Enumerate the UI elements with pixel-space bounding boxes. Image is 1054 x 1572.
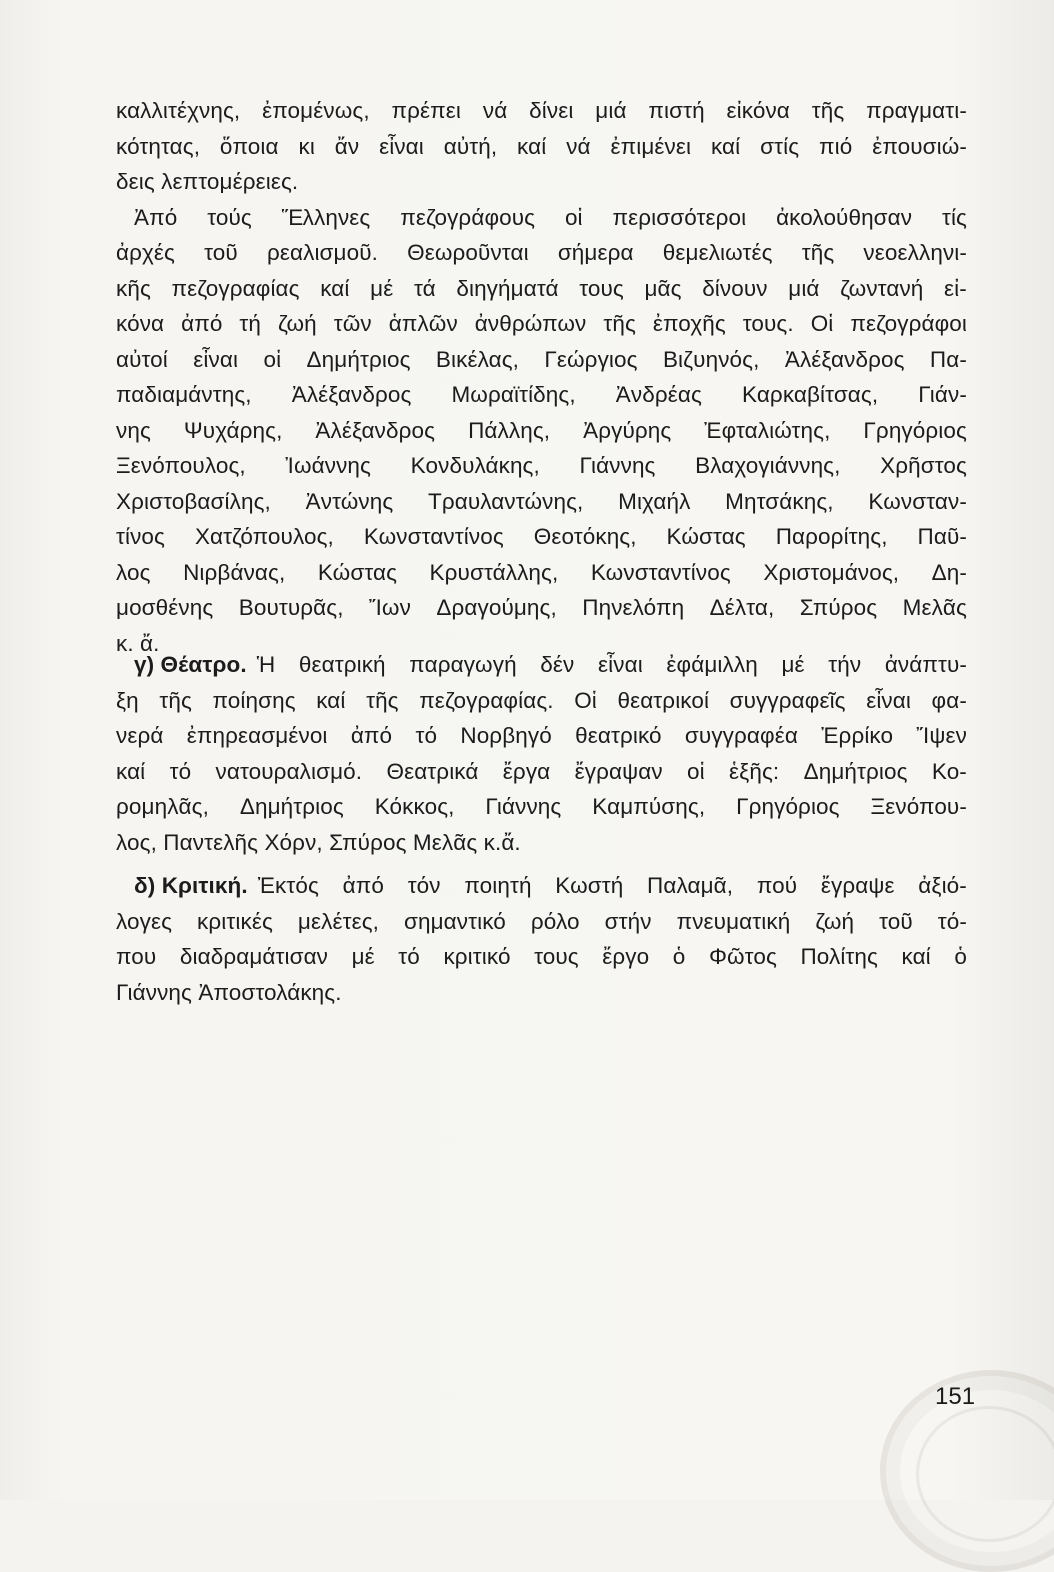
line-text [116,519,967,555]
word: ἐπομένως, [262,98,370,123]
word: Βιζυηνός, [662,346,760,372]
word: δίνει [529,98,574,123]
word: Ἐκτός [257,873,319,898]
word: εἶναι [866,687,911,713]
word: Παῦ- [917,524,967,549]
word: Βλαχογιάννης, [695,453,841,478]
text-line [116,200,967,236]
word: τό [398,944,420,969]
word: νης [116,417,151,443]
line-text [116,377,967,413]
line-text [116,342,967,378]
text-line [116,271,967,307]
word: τό [169,758,192,784]
text-line [116,377,967,413]
text-line [116,904,967,940]
word: τους [579,275,624,301]
word: Κωνσταντίνος [590,559,731,585]
word: Ψυχάρης, [183,417,283,443]
word: καί [116,758,146,784]
word: ἁπλῶν [388,311,458,336]
section-criticism [116,868,967,1010]
line-text [116,235,967,271]
word: τίνος [116,524,165,549]
word: ἐπιμένει [610,133,692,159]
word: εἰκόνα [726,98,790,123]
word: κριτικό [443,944,511,969]
word: Κώστας [666,524,746,549]
text-line [116,555,967,591]
line-text [116,413,967,449]
word: πραγματι- [866,98,967,123]
word: Ἀργύρης [583,417,672,443]
word: ξη [116,687,139,713]
word: νά [482,98,508,123]
word: ζωή [277,311,317,336]
word: ἔργα [502,758,551,784]
word: στίς [760,133,800,159]
text-line [116,590,967,626]
word: Κονδυλάκης, [410,453,540,478]
word: μέ [370,275,394,301]
word: Δη- [931,559,967,585]
word: Κόκκος, [374,794,455,819]
word: ἀπό [342,873,384,898]
text-line [116,683,967,719]
text-line [116,647,967,683]
word: ἔγραψαν [574,758,663,784]
word: καί [517,133,547,159]
word: ἄν [334,133,360,159]
word: ὅποια [219,133,279,159]
word: Μελᾶς [902,595,967,620]
word: ἐποχῆς [652,311,726,336]
word: εἶναι [379,133,424,159]
line-text [116,484,967,520]
word: Χατζόπουλος, [194,524,334,549]
word: μᾶς [644,275,682,301]
word: ὁ [672,944,686,969]
word: ἐφάμιλλη [666,652,758,677]
word: Μωραϊτίδης, [451,382,576,407]
word: Ἐφταλιώτης, [704,417,831,443]
text-line [116,868,967,904]
word: Βικέλας, [435,346,519,372]
word: περισσότεροι [612,204,747,230]
text-line [116,164,967,200]
section-heading-theatre: γ) Θέατρο. [134,652,247,677]
word: Κρυστάλλης, [429,559,559,585]
line-text [116,904,967,940]
word: ἀρχές [116,240,175,265]
word: οἱ [263,346,282,372]
word: Πηνελόπη [582,595,685,620]
word: Ἀλέξανδρος [315,417,436,443]
word: Νορβηγό [460,723,552,748]
line-text: κ. ἄ. [116,630,160,656]
word: Νιρβάνας, [183,559,286,585]
word: νερά [116,723,164,748]
word: Κωνσταν- [868,488,967,514]
word: λογες [116,908,173,934]
word: Δραγούμης, [436,595,557,620]
word: Κωστή [555,873,624,898]
paragraph-realism-prose [116,93,967,661]
word: φα- [931,687,967,713]
word: ἀξιό- [918,873,967,898]
line-text [116,754,967,790]
word: τῶν [333,311,372,336]
word: Γεώργιος [544,346,638,372]
word: ἐπηρεασμένοι [186,723,328,748]
word: μιά [595,98,627,123]
word: τους. [742,311,794,336]
word: τῆς [603,311,636,336]
line-text [134,200,967,236]
word: Σπύρος [799,595,878,620]
word: κριτικές [197,908,273,934]
word: Δημήτριος [239,794,344,819]
word: τοῦ [204,240,238,265]
word: Θεωροῦνται [407,240,529,265]
word: καί [901,944,931,969]
word: Μητσάκης, [725,488,834,514]
word: τους [534,944,579,969]
word: Ἐρρίκο [821,723,894,748]
word: τή [239,311,262,336]
word: Ἕλληνες [281,204,371,230]
word: ρόλο [530,908,580,934]
text-line [116,939,967,975]
word: καί [316,687,346,713]
word: τό [415,723,438,748]
word: καλλιτέχνης, [116,98,241,123]
word: κότητας, [116,133,201,159]
word: Χριστοβασίλης, [116,488,271,514]
word: οἱ [687,758,705,784]
line-text [116,306,967,342]
word: Ξενόπουλος, [116,453,246,478]
word: θεατρικό [575,723,662,748]
word: πεζογραφίας [171,275,300,301]
word: πιό [819,133,853,159]
text-line [116,484,967,520]
word: ἀνάπτυ- [884,652,967,677]
word: Ἀνδρέας [615,382,702,407]
word: συγγραφέα [684,723,798,748]
text-line [116,754,967,790]
word: κόνα [116,311,165,336]
word: ρεαλισμοῦ. [266,240,378,265]
word: διαδραμάτισαν [179,944,329,969]
word: νά [566,133,591,159]
word: οἱ [564,204,583,230]
word: τῆς [159,687,192,713]
word: Ἀλέξανδρος [291,382,412,407]
word: πεζογράφους [400,204,536,230]
word: Παλαμᾶ, [647,873,734,898]
line-text [116,939,967,975]
word: κῆς [116,275,151,301]
word: σήμερα [557,240,634,265]
word: Πάλλης, [468,417,551,443]
word: δίνουν [702,275,768,301]
word: τήν [828,652,862,677]
word: Δέλτα, [709,595,775,620]
word: Ξενόπου- [870,794,967,819]
word: πεζογραφίας. [419,687,554,713]
word: παραγωγή [409,652,517,677]
text-line [116,413,967,449]
word: ἐπουσιώ- [872,133,967,159]
word: λος [116,559,151,585]
word: ἀνθρώπων [474,311,587,336]
word: πεζογράφοι [850,311,967,336]
line-text [116,448,967,484]
word: δέν [540,652,575,677]
word: Καμπύσης, [592,794,706,819]
word: Ἡ [256,652,276,677]
line-text [116,129,967,165]
word: μέ [351,944,375,969]
word: Οἱ [810,311,834,336]
word: εἰ- [944,275,967,301]
text-line [116,342,967,378]
word: τῆς [811,98,845,123]
word: στήν [604,908,652,934]
word: συγγραφεῖς [729,687,846,713]
word: πιστή [648,98,705,123]
word: τούς [207,204,252,230]
line-text: λος, Παντελῆς Χόρν, Σπύρος Μελᾶς κ.ἄ. [116,829,521,855]
word: Γιάν- [918,382,967,407]
line-text [116,718,967,754]
text-line [116,718,967,754]
word: τά [413,275,436,301]
word: θεατρικοί [617,687,710,713]
word: ἔγραψε [820,873,895,898]
word: Κο- [931,758,967,784]
word: νεοελληνι- [863,240,967,265]
word: παδιαμάντης, [116,382,252,407]
word: Ἰωάννης [285,453,371,478]
word: μέ [781,652,805,677]
word: πού [756,873,798,898]
word: Παρορίτης, [775,524,888,549]
text-line [116,825,967,861]
word: ζωντανή [840,275,924,301]
line-text [257,647,967,683]
word: εἶναι [193,346,239,372]
word: Κώστας [317,559,398,585]
word: Ἀπό [134,204,178,230]
section-heading-criticism: δ) Κριτική. [134,873,248,898]
word: Γρηγόριος [736,794,840,819]
line-text [116,271,967,307]
word: Γιάννης [485,794,562,819]
word: Βουτυρᾶς, [238,595,344,620]
word: Δημήτριος [803,758,908,784]
text-line [116,93,967,129]
word: Ἀντώνης [305,488,394,514]
word: καί [320,275,350,301]
word: ζωή [815,908,855,934]
word: Γρηγόριος [863,417,967,443]
word: τῆς [801,240,835,265]
word: Μιχαήλ [618,488,691,514]
word: μιά [788,275,820,301]
text-line [116,129,967,165]
word: πρέπει [391,98,462,123]
word: θεατρική [298,652,386,677]
word: ρομηλᾶς, [116,794,209,819]
word: τῆς [366,687,399,713]
word: Ἀλέξανδρος [784,346,905,372]
word: Τραυλαντώνης, [428,488,584,514]
word: Θεατρικά [386,758,479,784]
word: νατουραλισμό. [215,758,363,784]
word: ἀπό [181,311,223,336]
word: ἀπό [350,723,393,748]
word: ἀκολούθησαν [776,204,913,230]
word: πνευματική [676,908,791,934]
word: θεμελιωτές [662,240,773,265]
word: τοῦ [879,908,913,934]
word: αὐτή, [443,133,498,159]
text-line [116,306,967,342]
text-line [116,235,967,271]
word: Καρκαβίτσας, [741,382,879,407]
word: ἑξῆς: [729,758,780,784]
word: αὐτοί [116,346,168,372]
word: ἔργο [602,944,650,969]
line-text: δεις λεπτομέρειες. [116,169,299,194]
word: ποίησης [212,687,296,713]
word: που [116,944,157,969]
word: Πα- [929,346,967,372]
word: σημαντικό [404,908,506,934]
word: Ἴων [368,595,411,620]
word: μοσθένης [116,595,214,620]
word: τόν [407,873,441,898]
word: Οἱ [574,687,597,713]
text-line [116,519,967,555]
text-line [116,448,967,484]
word: Πολίτης [800,944,878,969]
library-stamp-inner-ring [916,1406,1054,1542]
word: Χριστομάνος, [763,559,900,585]
word: τίς [941,204,967,230]
text-line [116,975,967,1011]
word: τό- [937,908,967,934]
word: κι [298,133,315,159]
word: Ἴψεν [916,723,967,748]
word: ὁ [954,944,967,969]
line-text [116,93,967,129]
line-text [116,683,967,719]
line-text [258,868,967,904]
page-number: 151 [935,1383,976,1410]
word: Δημήτριος [306,346,411,372]
section-theatre [116,647,967,860]
line-text: Γιάννης Ἀποστολάκης. [116,979,342,1005]
line-text [116,789,967,825]
text-line [116,789,967,825]
word: καί [710,133,741,159]
line-text [116,555,967,591]
line-text [116,590,967,626]
word: Θεοτόκης, [533,524,637,549]
word: Γιάννης [579,453,656,478]
word: μελέτες, [297,908,379,934]
word: διηγήματά [456,275,559,301]
word: ποιητή [464,873,532,898]
word: εἶναι [598,652,643,677]
word: Κωνσταντίνος [363,524,504,549]
word: Φῶτος [708,944,777,969]
word: Χρῆστος [880,453,967,478]
